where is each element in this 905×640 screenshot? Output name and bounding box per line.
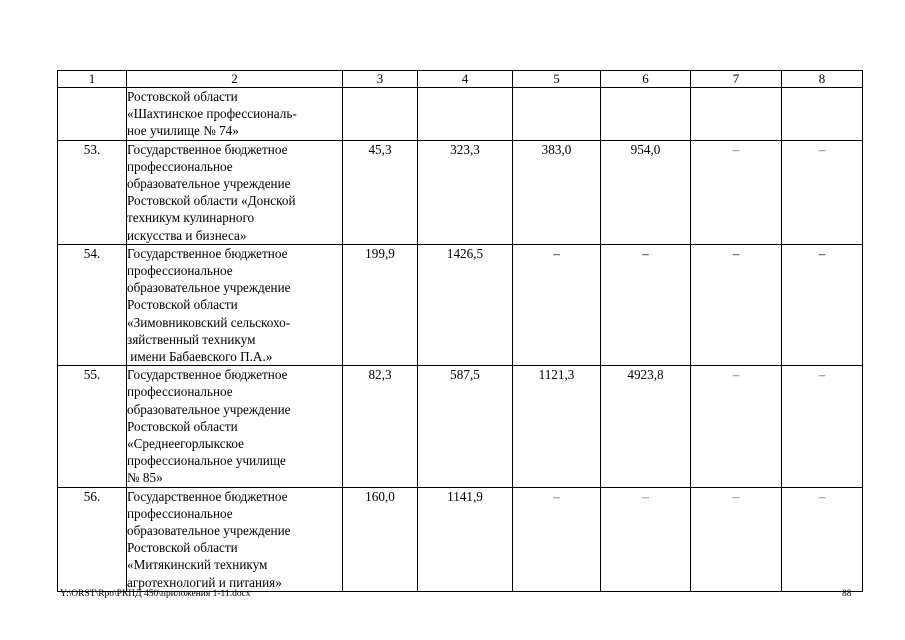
cell-col3: 82,3 — [343, 366, 418, 487]
cell-col6: 4923,8 — [601, 366, 691, 487]
row-number: 54. — [58, 244, 127, 365]
institution-name — [127, 140, 343, 244]
name-line: образовательное учреждение — [127, 401, 291, 417]
table-row — [58, 366, 863, 487]
name-line: имени Бабаевского П.А.» — [127, 349, 273, 365]
cell-col8: – — [782, 244, 863, 365]
cell-col5: 1121,3 — [513, 366, 601, 487]
name-line: «Среднеегорлыкское — [127, 436, 244, 452]
table-row — [58, 244, 863, 365]
cell-col5: – — [513, 244, 601, 365]
cell-col8: – — [782, 366, 863, 487]
column-header: 2 — [127, 71, 343, 88]
name-line: Государственное бюджетное — [127, 245, 288, 261]
name-line: искусства и бизнеса» — [127, 227, 247, 243]
name-line: «Шахтинское профессиональ- — [127, 106, 297, 122]
institution-name — [127, 366, 343, 487]
cell-col3: 160,0 — [343, 487, 418, 591]
cell-col4: 1141,9 — [418, 487, 513, 591]
table-row — [58, 487, 863, 591]
name-line: профессиональное — [127, 384, 233, 400]
institution-name — [127, 487, 343, 591]
name-line: Государственное бюджетное — [127, 141, 288, 157]
name-line: Ростовской области — [127, 89, 238, 104]
institution-name — [127, 88, 343, 141]
name-line: Ростовской области «Донской — [127, 193, 296, 209]
name-line: Ростовской области — [127, 418, 238, 434]
cell-col5: 383,0 — [513, 140, 601, 244]
row-number: 53. — [58, 140, 127, 244]
row-number — [58, 88, 127, 141]
cell-col8: – — [782, 487, 863, 591]
column-header: 8 — [782, 71, 863, 88]
cell-col7: – — [691, 140, 782, 244]
footer-page-number: 88 — [842, 589, 852, 599]
continuation-row — [58, 88, 863, 141]
name-line: профессиональное — [127, 158, 233, 174]
column-header: 1 — [58, 71, 127, 88]
name-line: техникум кулинарного — [127, 210, 255, 226]
name-line: Ростовской области — [127, 540, 238, 556]
name-line: «Зимовниковский сельскохо- — [127, 314, 291, 330]
name-line: зяйственный техникум — [127, 331, 256, 347]
cell-col4: 1426,5 — [418, 244, 513, 365]
row-number: 56. — [58, 487, 127, 591]
cell-col6: 954,0 — [601, 140, 691, 244]
cell-col4: 323,3 — [418, 140, 513, 244]
name-line: образовательное учреждение — [127, 176, 291, 192]
name-line: Государственное бюджетное — [127, 488, 288, 504]
name-line: № 85» — [127, 470, 163, 486]
name-line: Государственное бюджетное — [127, 367, 288, 383]
cell-col3: 45,3 — [343, 140, 418, 244]
cell-col8: – — [782, 140, 863, 244]
cell-col3: 199,9 — [343, 244, 418, 365]
name-line: Ростовской области — [127, 297, 238, 313]
row-number: 55. — [58, 366, 127, 487]
name-line: профессиональное училище — [127, 453, 286, 469]
cell-col6: – — [601, 244, 691, 365]
cell-col7: – — [691, 487, 782, 591]
name-line: ное училище № 74» — [127, 123, 239, 139]
header-row — [58, 71, 863, 88]
column-header: 4 — [418, 71, 513, 88]
name-line: «Митякинский техникум — [127, 557, 268, 573]
column-header: 7 — [691, 71, 782, 88]
footer-file-path: Y:\ORST\Rpo\РКПД 450\приложения 1-11.docx — [60, 589, 251, 599]
table-row — [58, 140, 863, 244]
column-header: 3 — [343, 71, 418, 88]
column-header: 5 — [513, 71, 601, 88]
name-line: профессиональное — [127, 263, 233, 279]
cell-col6: – — [601, 487, 691, 591]
name-line: агротехнологий и питания» — [127, 574, 282, 590]
appendix-table — [57, 70, 863, 592]
cell-col7: – — [691, 366, 782, 487]
name-line: образовательное учреждение — [127, 523, 291, 539]
cell-col7: – — [691, 244, 782, 365]
name-line: профессиональное — [127, 505, 233, 521]
column-header: 6 — [601, 71, 691, 88]
name-line: образовательное учреждение — [127, 280, 291, 296]
institution-name — [127, 244, 343, 365]
cell-col4: 587,5 — [418, 366, 513, 487]
cell-col5: – — [513, 487, 601, 591]
